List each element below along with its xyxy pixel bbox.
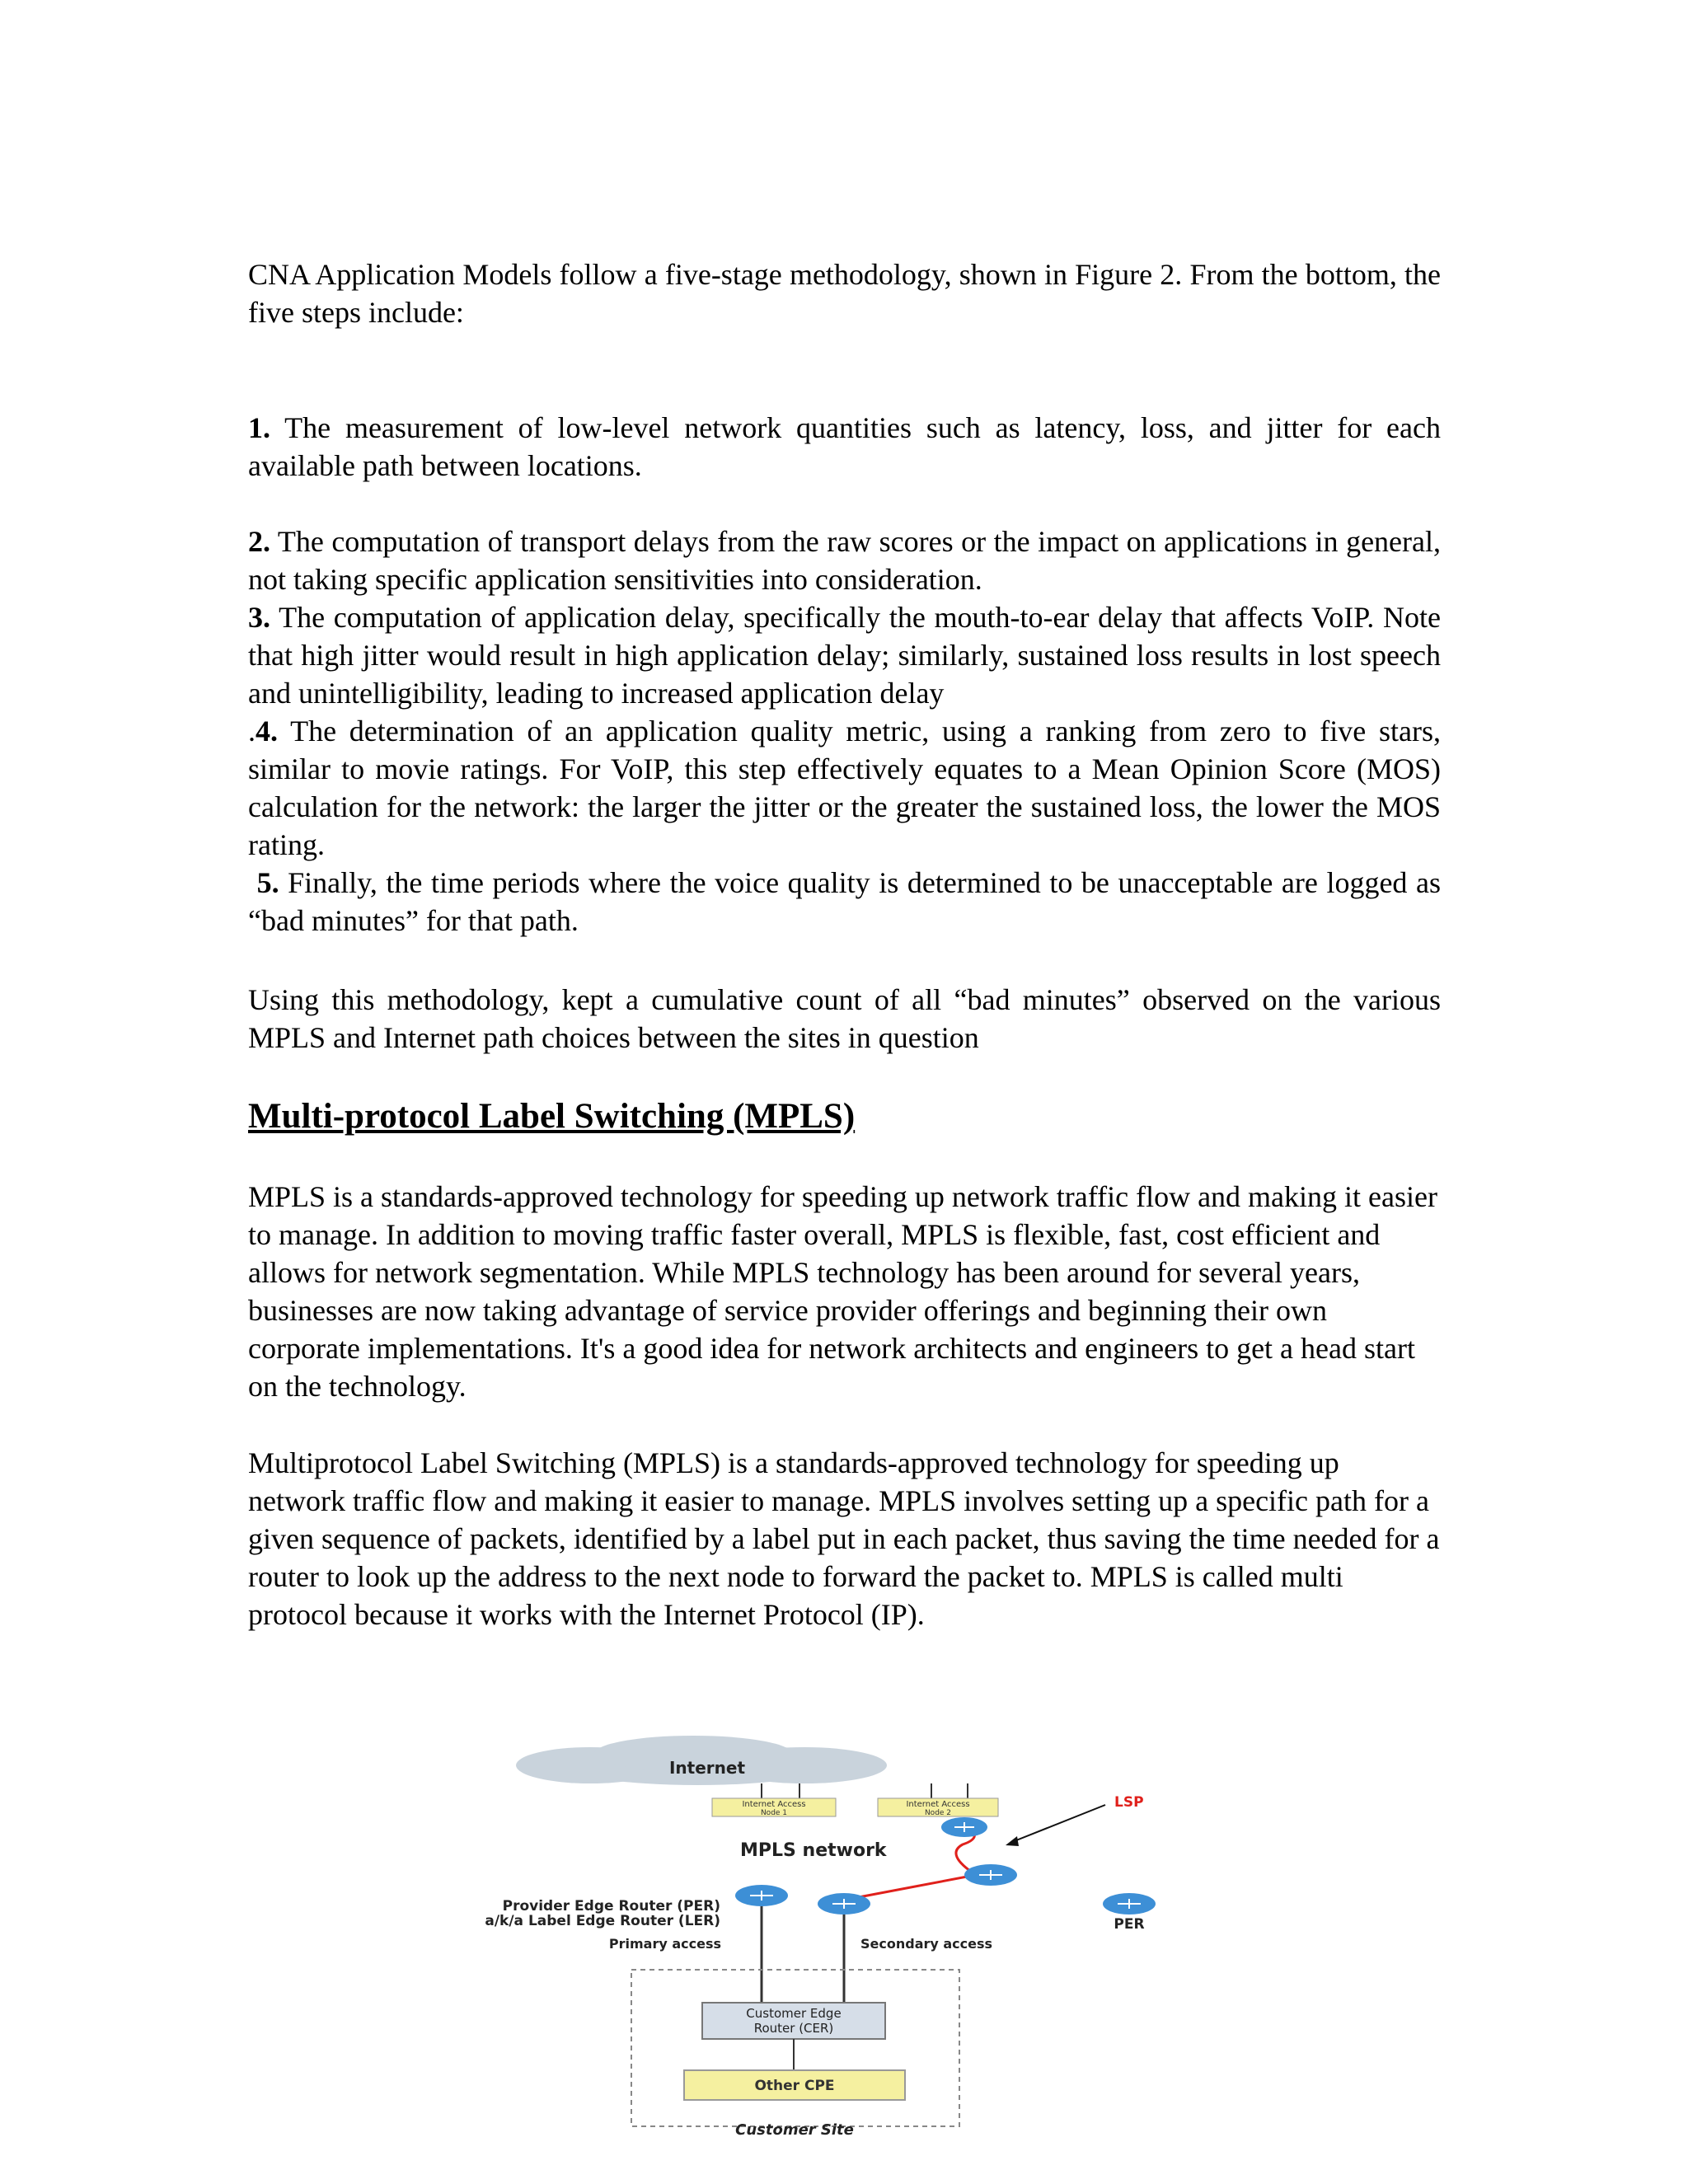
- node-1-sub: Node 1: [760, 1809, 788, 1817]
- mpls-text: MPLS is a standards-approved technology for speeding up network traffic flow and making it easier to manage. In addition to moving traffic faster overall, MPLS is flexible, fast, cost efficient and allows for network segmentation. While MPLS technology has been around for several years, businesses are now taking advantage of service provider offerings and beginning their own corporate implementations. It's a good idea for network architects and engineers to get a head start on the technology.: [248, 1180, 1437, 1403]
- step-number: 4.: [256, 715, 278, 748]
- router-center-icon: [818, 1893, 870, 1915]
- step-2: [248, 523, 1441, 598]
- step-text: The determination of an application quality metric, using a ranking from zero to five stars, similar to movie ratings. For VoIP, this step effectively equates to a Mean Opinion Score (MOS) calculation for the network: the larger the jitter or the greater the sustained loss, the lower the MOS rating.: [248, 715, 1441, 861]
- mpls-text: Multiprotocol Label Switching (MPLS) is a standards-approved technology for speeding up network traffic flow and making it easier to manage. MPLS involves setting up a specific path for a given sequence of packets, identified by a label put in each packet, thus saving the time needed for a router to look up the address to the next node to forward the packet to. MPLS is called multi protocol because it works with the Internet Protocol (IP).: [248, 1446, 1440, 1631]
- step-text: Finally, the time periods where the voice quality is determined to be unacceptable are logged as “bad minutes” for that path.: [248, 866, 1441, 937]
- step-number: 2.: [248, 525, 270, 558]
- lsp-arrow-icon: [1006, 1836, 1019, 1846]
- summary-paragraph: [248, 981, 1441, 1057]
- ler-label: a/k/a Label Edge Router (LER): [485, 1913, 720, 1929]
- router-per-right-icon: [1103, 1893, 1156, 1915]
- internet-access-node-1: [712, 1798, 836, 1817]
- section-heading: Multi-protocol Label Switching (MPLS): [248, 1097, 856, 1136]
- secondary-access-label: Secondary access: [860, 1936, 993, 1952]
- customer-site-label: Customer Site: [735, 2121, 854, 2139]
- mpls-paragraph-1: [248, 1178, 1441, 1405]
- step-text: The computation of transport delays from the raw scores or the impact on applications in general, not taking specific application sensitivities into consideration.: [248, 525, 1441, 596]
- step-number: 5.: [256, 866, 279, 899]
- internet-access-node-2: [878, 1798, 998, 1817]
- lsp-label: LSP: [1114, 1794, 1144, 1811]
- step-text: The computation of application delay, specifically the mouth-to-ear delay that affects VoIP. Note that high jitter would result in high application delay; similarly, sustained loss results in lost speech and unintelligibility, leading to increased application delay: [248, 601, 1441, 710]
- step-3: [248, 598, 1441, 712]
- router-mid-icon: [964, 1864, 1017, 1886]
- mpls-network-diagram: [318, 1731, 1324, 2143]
- mpls-network-label: MPLS network: [740, 1840, 887, 1861]
- step-prefix: .: [248, 715, 256, 748]
- customer-site-box: [631, 1970, 959, 2126]
- cer-label: Customer Edge: [746, 2006, 842, 2021]
- intro-text: CNA Application Models follow a five-stage methodology, shown in Figure 2. From the bottom, the five steps include:: [248, 258, 1441, 329]
- router-left-icon: [735, 1885, 788, 1906]
- mpls-paragraph-2: [248, 1444, 1441, 1633]
- node-1-label: Internet Access: [742, 1800, 806, 1809]
- other-cpe: [684, 2070, 905, 2100]
- step-1: [248, 409, 1441, 485]
- internet-label: Internet: [668, 1758, 746, 1778]
- cpe-label: Other CPE: [754, 2078, 835, 2094]
- node-2-label: Internet Access: [906, 1800, 970, 1809]
- step-4: [248, 712, 1441, 864]
- node-2-sub: Node 2: [924, 1809, 952, 1817]
- step-text: The measurement of low-level network quantities such as latency, loss, and jitter for each available path between locations.: [248, 411, 1441, 482]
- step-prefix: [248, 866, 257, 899]
- steps-list: [248, 409, 1441, 940]
- intro-paragraph: [248, 255, 1441, 331]
- per-left-label: Provider Edge Router (PER): [502, 1898, 720, 1915]
- step-number: 1.: [248, 411, 270, 444]
- summary-text: Using this methodology, kept a cumulative count of all “bad minutes” observed on the various MPLS and Internet path choices between the sites in question: [248, 983, 1441, 1054]
- lsp-path: [846, 1828, 976, 1900]
- primary-access-label: Primary access: [608, 1936, 721, 1952]
- step-5: [248, 864, 1441, 940]
- internet-cloud: [516, 1736, 887, 1785]
- per-right-label: PER: [1114, 1916, 1145, 1933]
- cer-sub: Router (CER): [753, 2021, 834, 2036]
- step-number: 3.: [248, 601, 270, 634]
- router-top-icon: [941, 1817, 987, 1837]
- customer-edge-router: [702, 2003, 885, 2039]
